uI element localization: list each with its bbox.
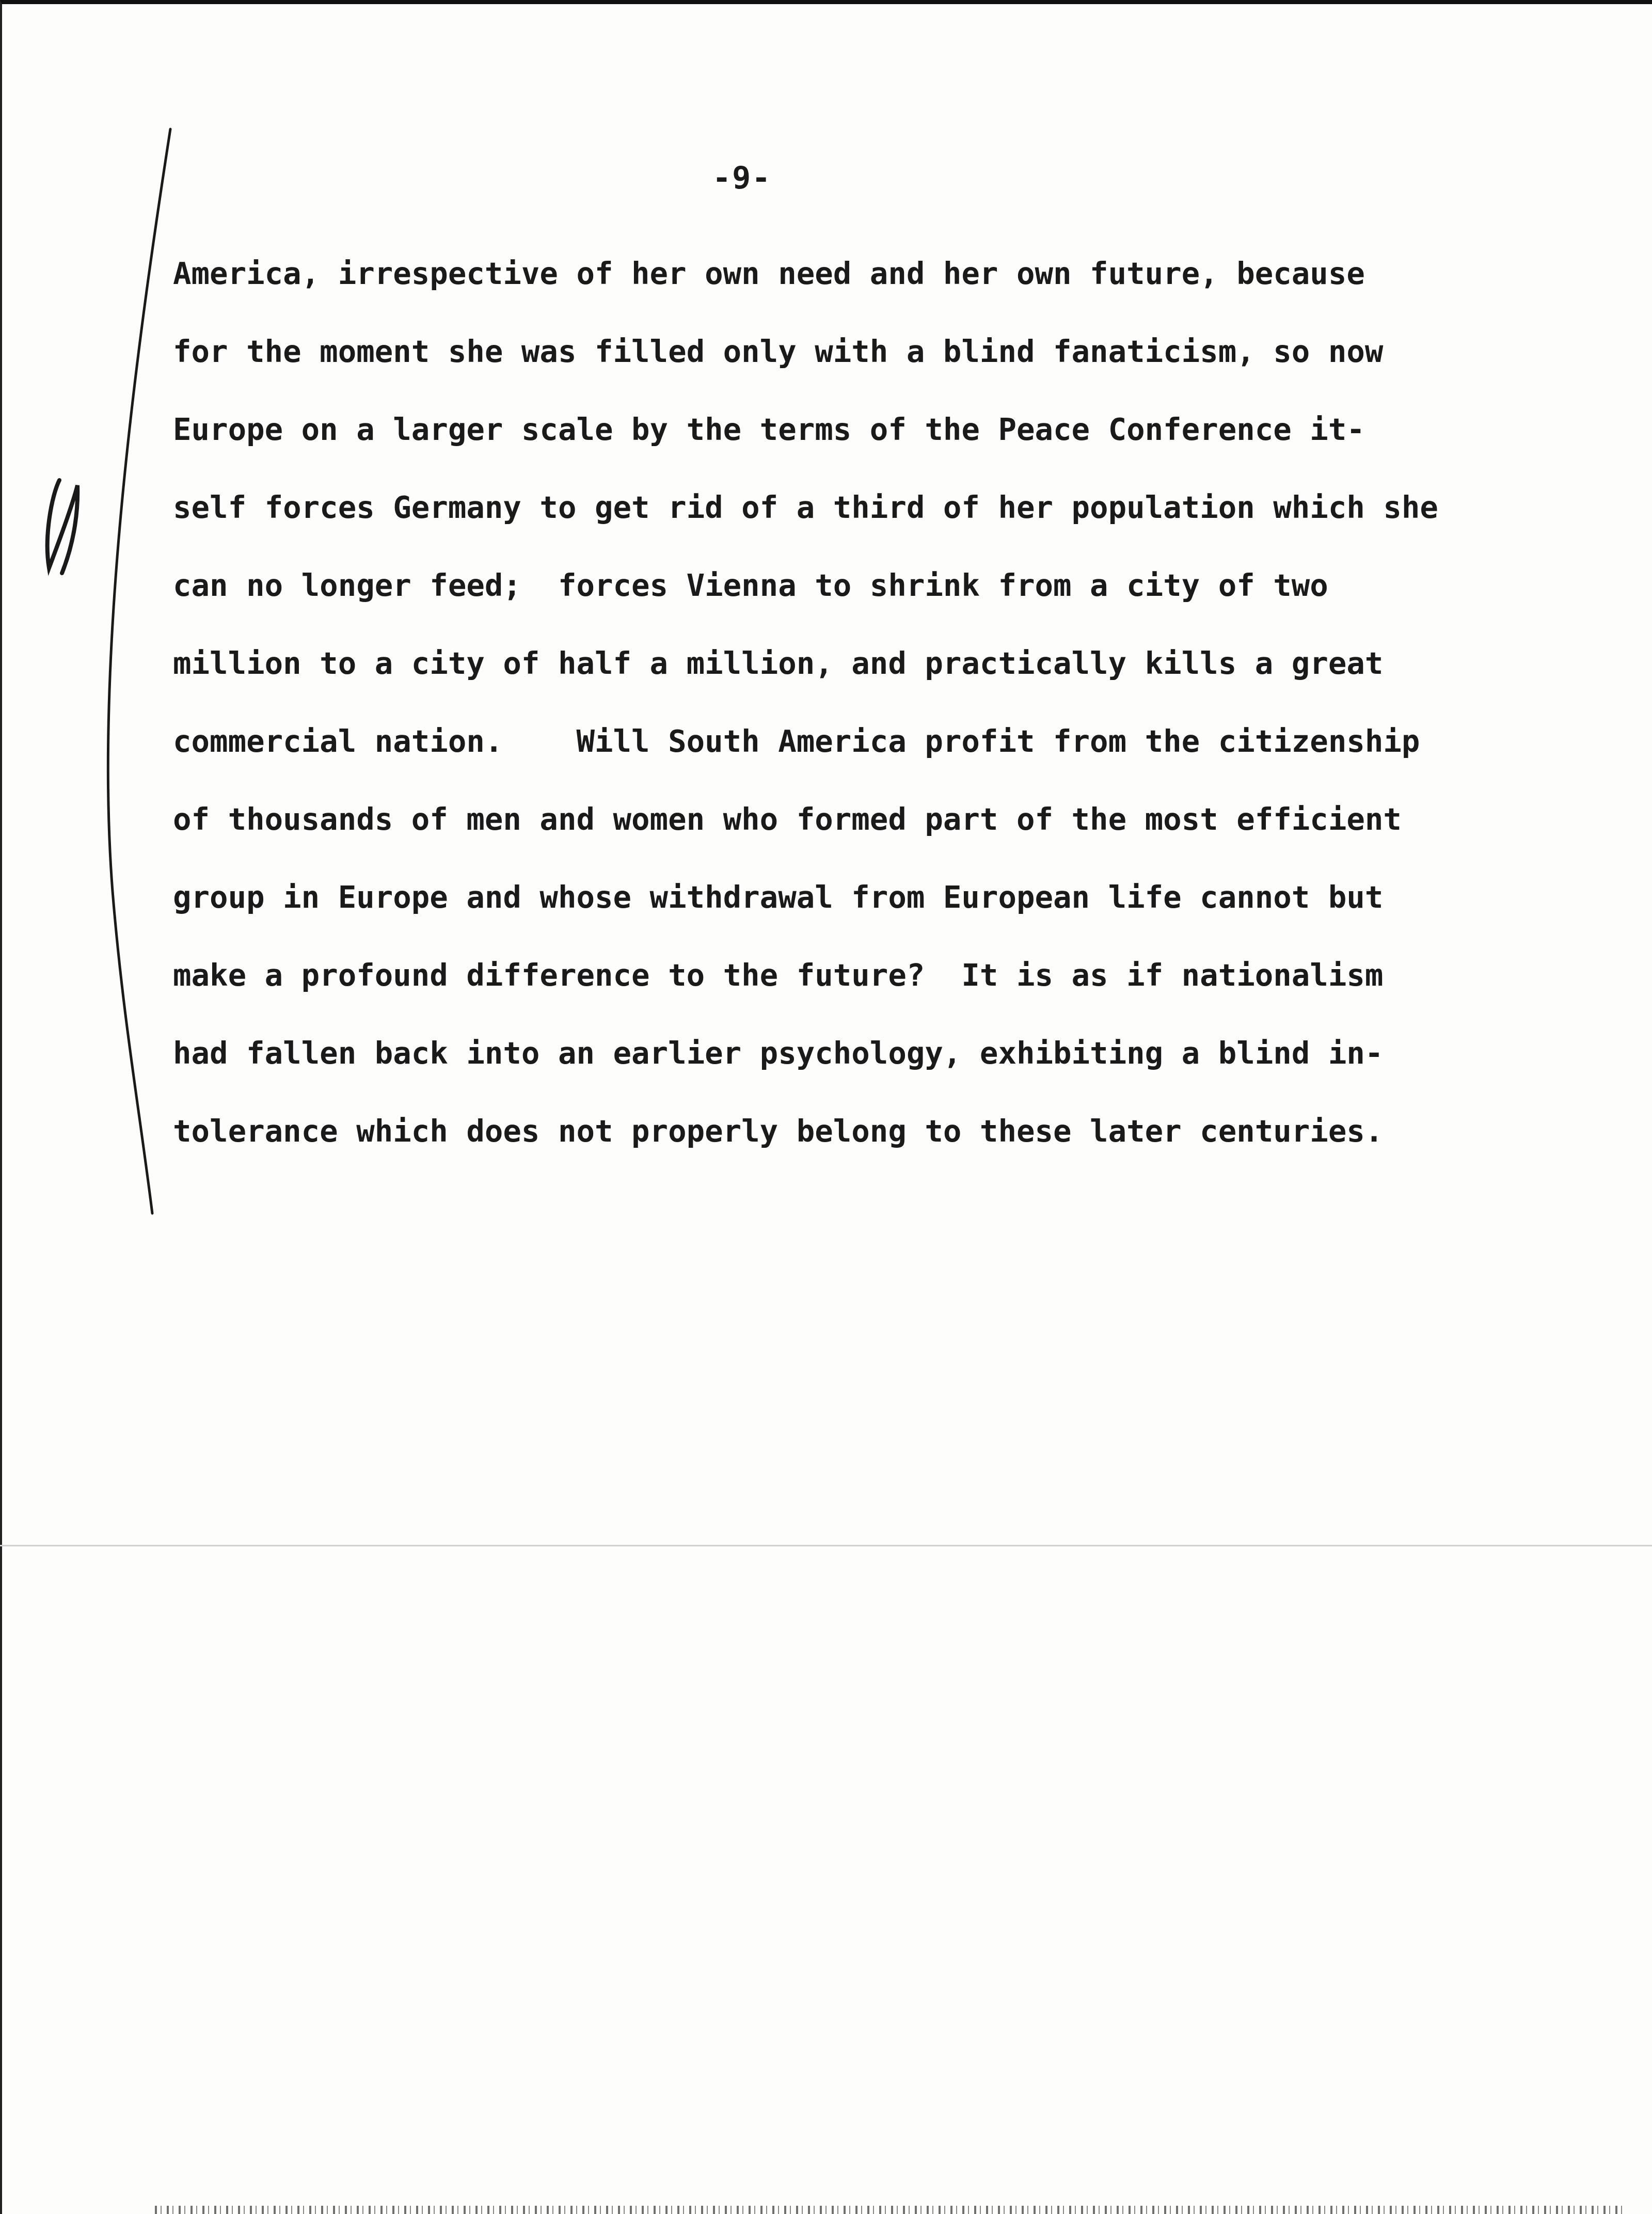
text-line: million to a city of half a million, and practically kills a great (173, 645, 1384, 681)
text-line: Europe on a larger scale by the terms of the Peace Conference it- (173, 412, 1365, 447)
body-paragraph (173, 248, 1546, 1183)
text-line: commercial nation. Will South America profit from the citizenship (173, 723, 1420, 759)
text-line: tolerance which does not properly belong to these later centuries. (173, 1113, 1384, 1149)
text-line: America, irrespective of her own need and her own future, because (173, 256, 1365, 291)
text-line: group in Europe and whose withdrawal from European life cannot but (173, 879, 1384, 915)
page-fold-line (0, 1545, 1652, 1546)
text-line: of thousands of men and women who formed part of the most efficient (173, 801, 1402, 837)
text-line: had fallen back into an earlier psychology, exhibiting a blind in- (173, 1035, 1384, 1071)
text-line: for the moment she was filled only with a blind fanaticism, so now (173, 334, 1384, 369)
page-number: -9- (712, 160, 772, 196)
text-line: make a profound difference to the future? It is as if nationalism (173, 957, 1384, 993)
text-line: can no longer feed; forces Vienna to shrink from a city of two (173, 567, 1328, 603)
scan-edge-noise (155, 2206, 1626, 2214)
text-line: self forces Germany to get rid of a third of her population which she (173, 489, 1438, 525)
